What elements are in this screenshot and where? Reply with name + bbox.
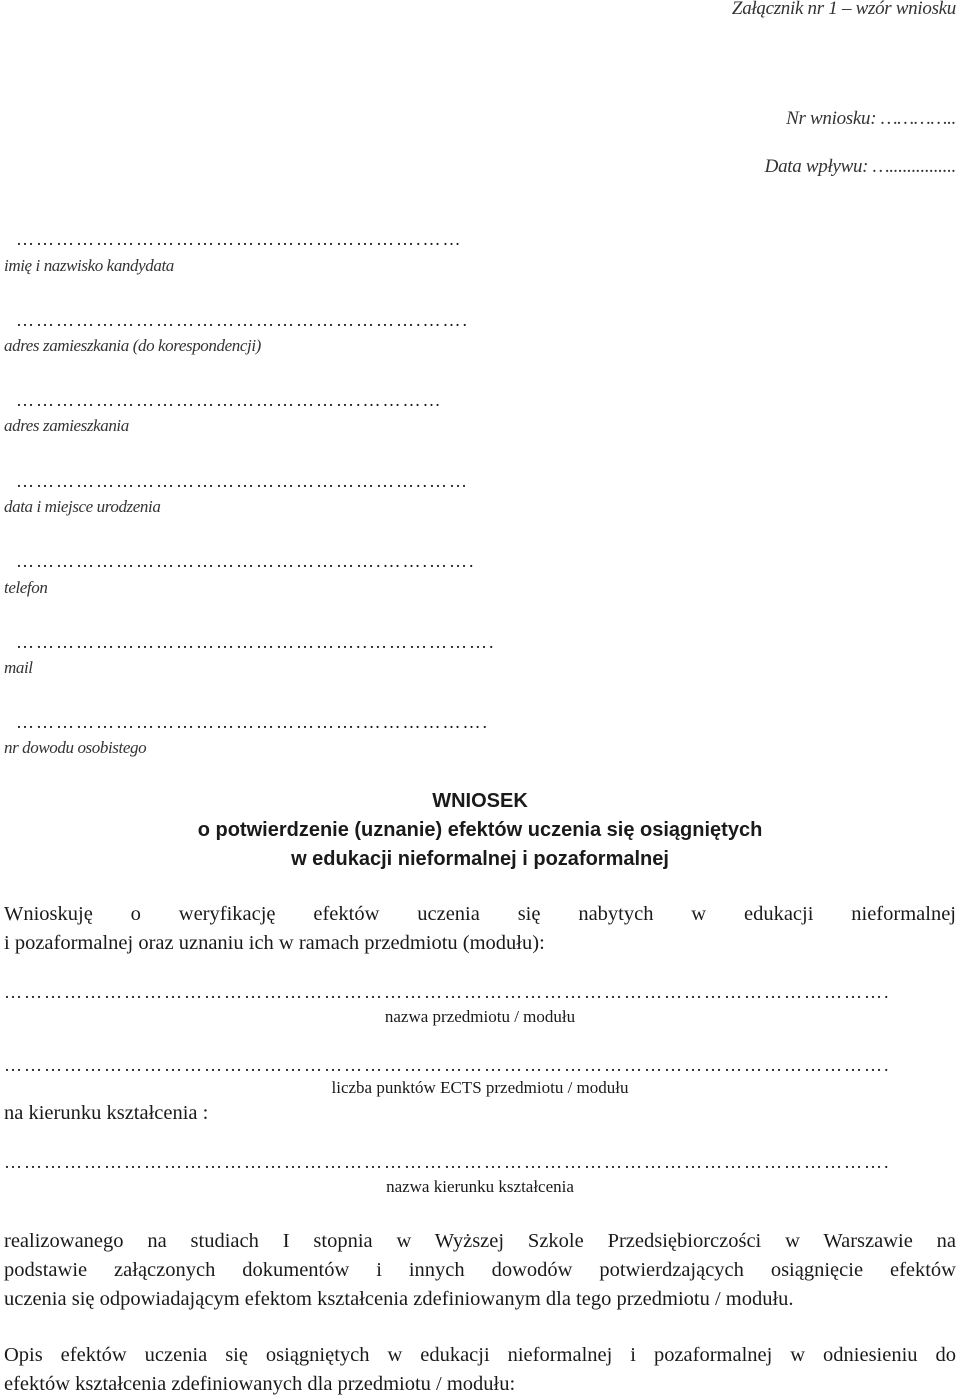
home-address-label: adres zamieszkania xyxy=(4,416,129,435)
id-number-label: nr dowodu osobistego xyxy=(4,738,147,757)
ects-points-dotted-line: ……………………………………………………………………………………………………………………. xyxy=(4,1055,891,1075)
field-of-study-dotted-line: ……………………………………………………………………………………………………………………. xyxy=(4,1152,891,1172)
birth-date-place-label: data i miejsce urodzenia xyxy=(4,497,161,516)
correspondence-address-dotted-line: …………………………………………………….……. xyxy=(16,310,469,330)
statement-line-2: podstawie załączonych dokumentów i innych dowodów potwierdzających osiągnięcie efektów xyxy=(4,1259,956,1281)
home-address-dotted-line: …………………………………………….………… xyxy=(16,390,443,410)
course-name-dotted-line: ……………………………………………………………………………………………………………………. xyxy=(4,982,891,1002)
email-label: mail xyxy=(4,658,33,677)
field-of-study-label: na kierunku kształcenia : xyxy=(4,1102,209,1124)
request-text-line-1: Wnioskuję o weryfikację efektów uczenia się nabytych w edukacji nieformalnej xyxy=(4,903,956,925)
ects-points-label: liczba punktów ECTS przedmiotu / modułu xyxy=(331,1078,629,1097)
birth-date-place-dotted-line: ……………………………………………………..…… xyxy=(16,471,469,491)
application-number-field: Nr wniosku: ………….. xyxy=(786,108,956,129)
document-title: WNIOSEK xyxy=(432,790,528,812)
document-subtitle-line-2: w edukacji nieformalnej i pozaformalnej xyxy=(291,848,669,870)
email-dotted-line: ……………………………………………..………………. xyxy=(16,632,496,652)
receipt-date-field: Data wpływu: …............... xyxy=(764,156,956,177)
applicant-name-dotted-line: …………………………………………………….…… xyxy=(16,229,463,249)
attachment-heading: Załącznik nr 1 – wzór wniosku xyxy=(731,0,956,19)
document-subtitle-line-1: o potwierdzenie (uznanie) efektów uczenia się osiągniętych xyxy=(197,819,763,841)
correspondence-address-label: adres zamieszkania (do korespondencji) xyxy=(4,336,261,355)
phone-dotted-line: ……………………………………………….…….……. xyxy=(16,551,476,571)
statement-line-3: uczenia się odpowiadającym efektom kształcenia zdefiniowanym dla tego przedmiotu / modułu. xyxy=(4,1288,794,1310)
description-line-1: Opis efektów uczenia się osiągniętych w edukacji nieformalnej i pozaformalnej w odniesieniu do xyxy=(4,1344,956,1366)
request-text-line-2: i pozaformalnej oraz uznaniu ich w ramach przedmiotu (modułu): xyxy=(4,932,545,954)
statement-line-1: realizowanego na studiach I stopnia w Wyższej Szkole Przedsiębiorczości w Warszawie na xyxy=(4,1230,956,1252)
id-number-dotted-line: …………………………………………….………………. xyxy=(16,712,489,732)
phone-label: telefon xyxy=(4,578,48,597)
field-of-study-name-label: nazwa kierunku kształcenia xyxy=(386,1177,574,1196)
applicant-name-label: imię i nazwisko kandydata xyxy=(4,256,174,275)
course-name-label: nazwa przedmiotu / modułu xyxy=(384,1007,576,1026)
description-line-2: efektów kształcenia zdefiniowanych dla przedmiotu / modułu: xyxy=(4,1373,516,1395)
